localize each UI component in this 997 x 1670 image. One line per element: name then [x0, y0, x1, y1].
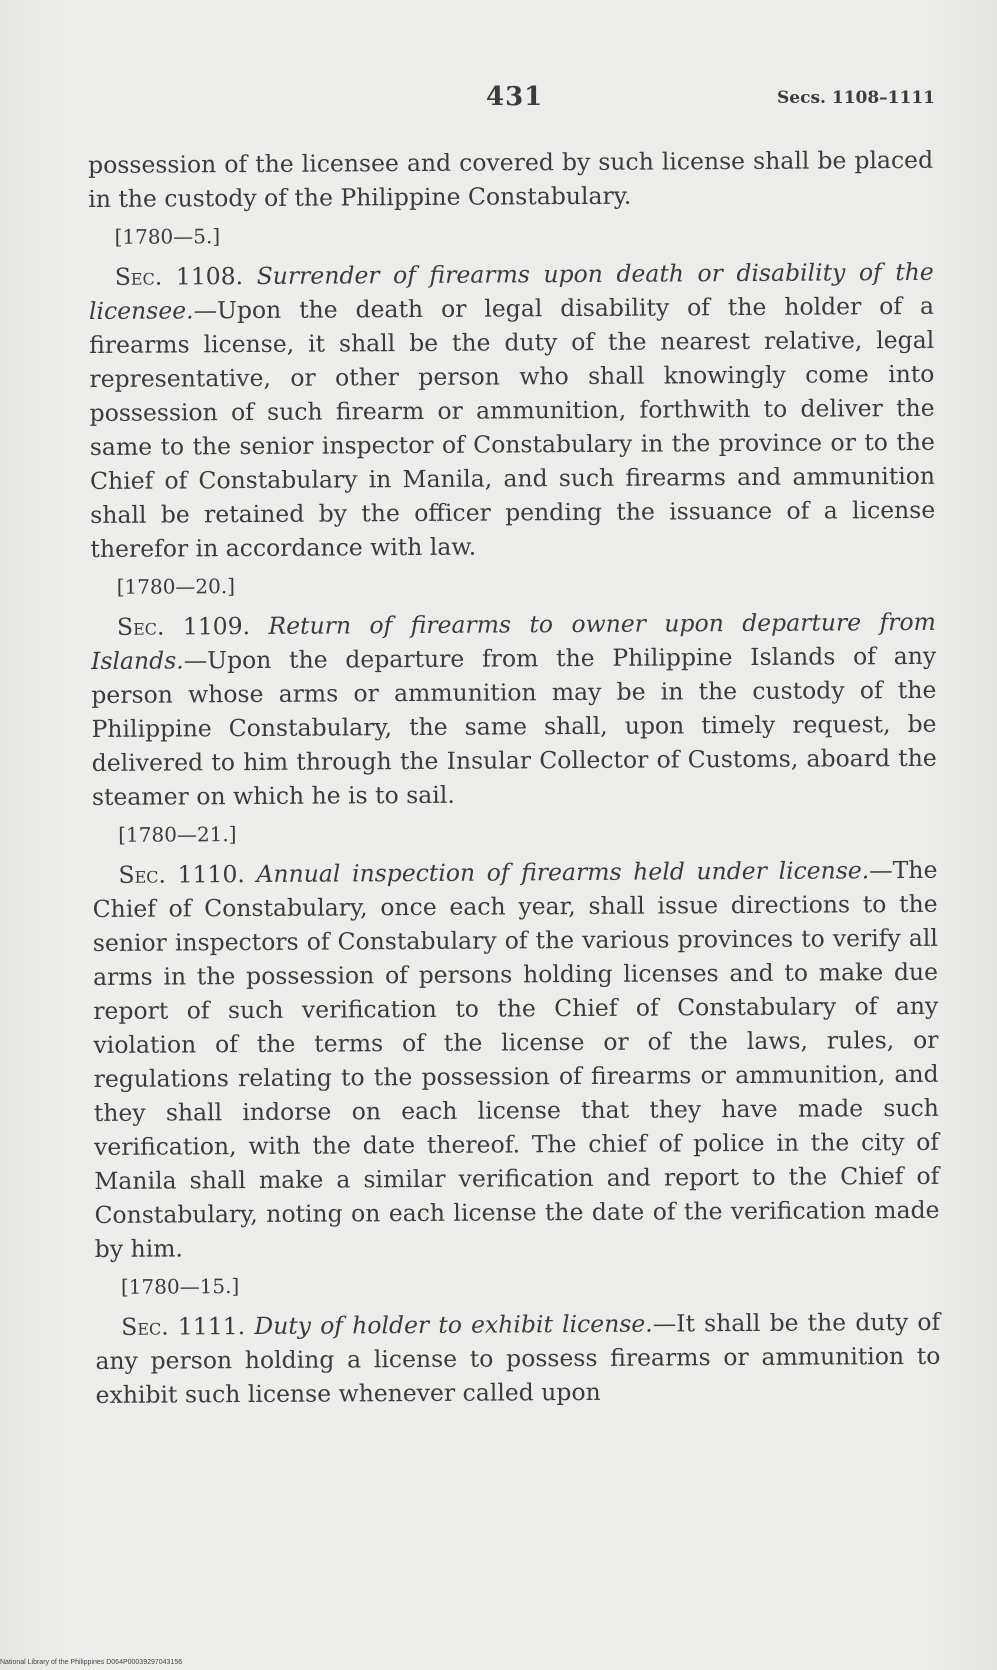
- section-catchline: Surrender of firearms upon death or disability of the licensee.: [88, 257, 934, 325]
- section-1109: [91, 605, 937, 814]
- page-header: [88, 78, 935, 118]
- section-text: —The Chief of Constabulary, once each year, shall issue directions to the senior inspectors of Constabulary of the various provinces to verify all arms in the possession of persons holding licenses and to make due report of such verification to the Chief of Constabulary of any violation of the terms of the license or of the laws, rules, or regulations relating to the possession of firearms or ammunition, and they shall indorse on each license that they have made such verification, with the date thereof. The chief of police in the city of Manila shall make a similar verification and report to the Chief of Constabulary, noting on each license the date of the verification made by him.: [92, 855, 940, 1263]
- section-number: 1108.: [175, 262, 244, 291]
- running-head: Secs. 1108–1111: [777, 88, 935, 108]
- section-prefix: Sec.: [114, 262, 163, 291]
- section-number: 1111.: [177, 1312, 246, 1341]
- section-number: 1109.: [182, 612, 251, 641]
- source-reference: [1780—20.]: [116, 574, 236, 599]
- page-body: [88, 143, 941, 1412]
- source-reference: [1780—15.]: [120, 1274, 240, 1299]
- section-text: —Upon the departure from the Philippine Islands of any person whose arms or ammunition may be in the custody of the Philippine Constabulary, the same shall, upon timely request, be delivered to him through the Insular Collector of Customs, aboard the steamer on which he is to sail.: [91, 641, 937, 811]
- source-reference: [1780—21.]: [118, 822, 237, 847]
- section-1110: [92, 853, 939, 1266]
- section-1111: [95, 1305, 941, 1412]
- scan-footer: National Library of the Philippines D064P00039297043156: [0, 1659, 183, 1666]
- section-prefix: Sec.: [121, 1312, 169, 1341]
- section-prefix: Sec.: [118, 860, 167, 889]
- section-catchline: Annual inspection of firearms held under license.: [256, 856, 870, 888]
- section-catchline: Return of firearms to owner upon departure from Islands.: [91, 607, 936, 675]
- section-catchline: Duty of holder to exhibit license.: [254, 1309, 653, 1341]
- section-1108: [89, 255, 936, 566]
- page-number: 431: [486, 82, 544, 112]
- source-reference: [1780—5.]: [114, 224, 221, 249]
- section-prefix: Sec.: [116, 612, 165, 641]
- section-text: —It shall be the duty of any person holding a license to possess firearms or ammunition to exhibit such license whenever called upon: [95, 1307, 941, 1409]
- section-number: 1110.: [177, 860, 245, 889]
- opening-paragraph: possession of the licensee and covered by such license shall be placed in the custody of the Philippine Constabulary.: [88, 145, 934, 213]
- section-text: —Upon the death or legal disability of the holder of a firearms license, it shall be the duty of the nearest relative, legal representative, or other person who shall knowingly come into possession of such firearm or ammunition, forthwith to deliver the same to the senior inspector of Constabulary in the province or to the Chief of Constabulary in Manila, and such firearms and ammunition shall be retained by the officer pending the issuance of a license therefor in accordance with law.: [89, 291, 936, 563]
